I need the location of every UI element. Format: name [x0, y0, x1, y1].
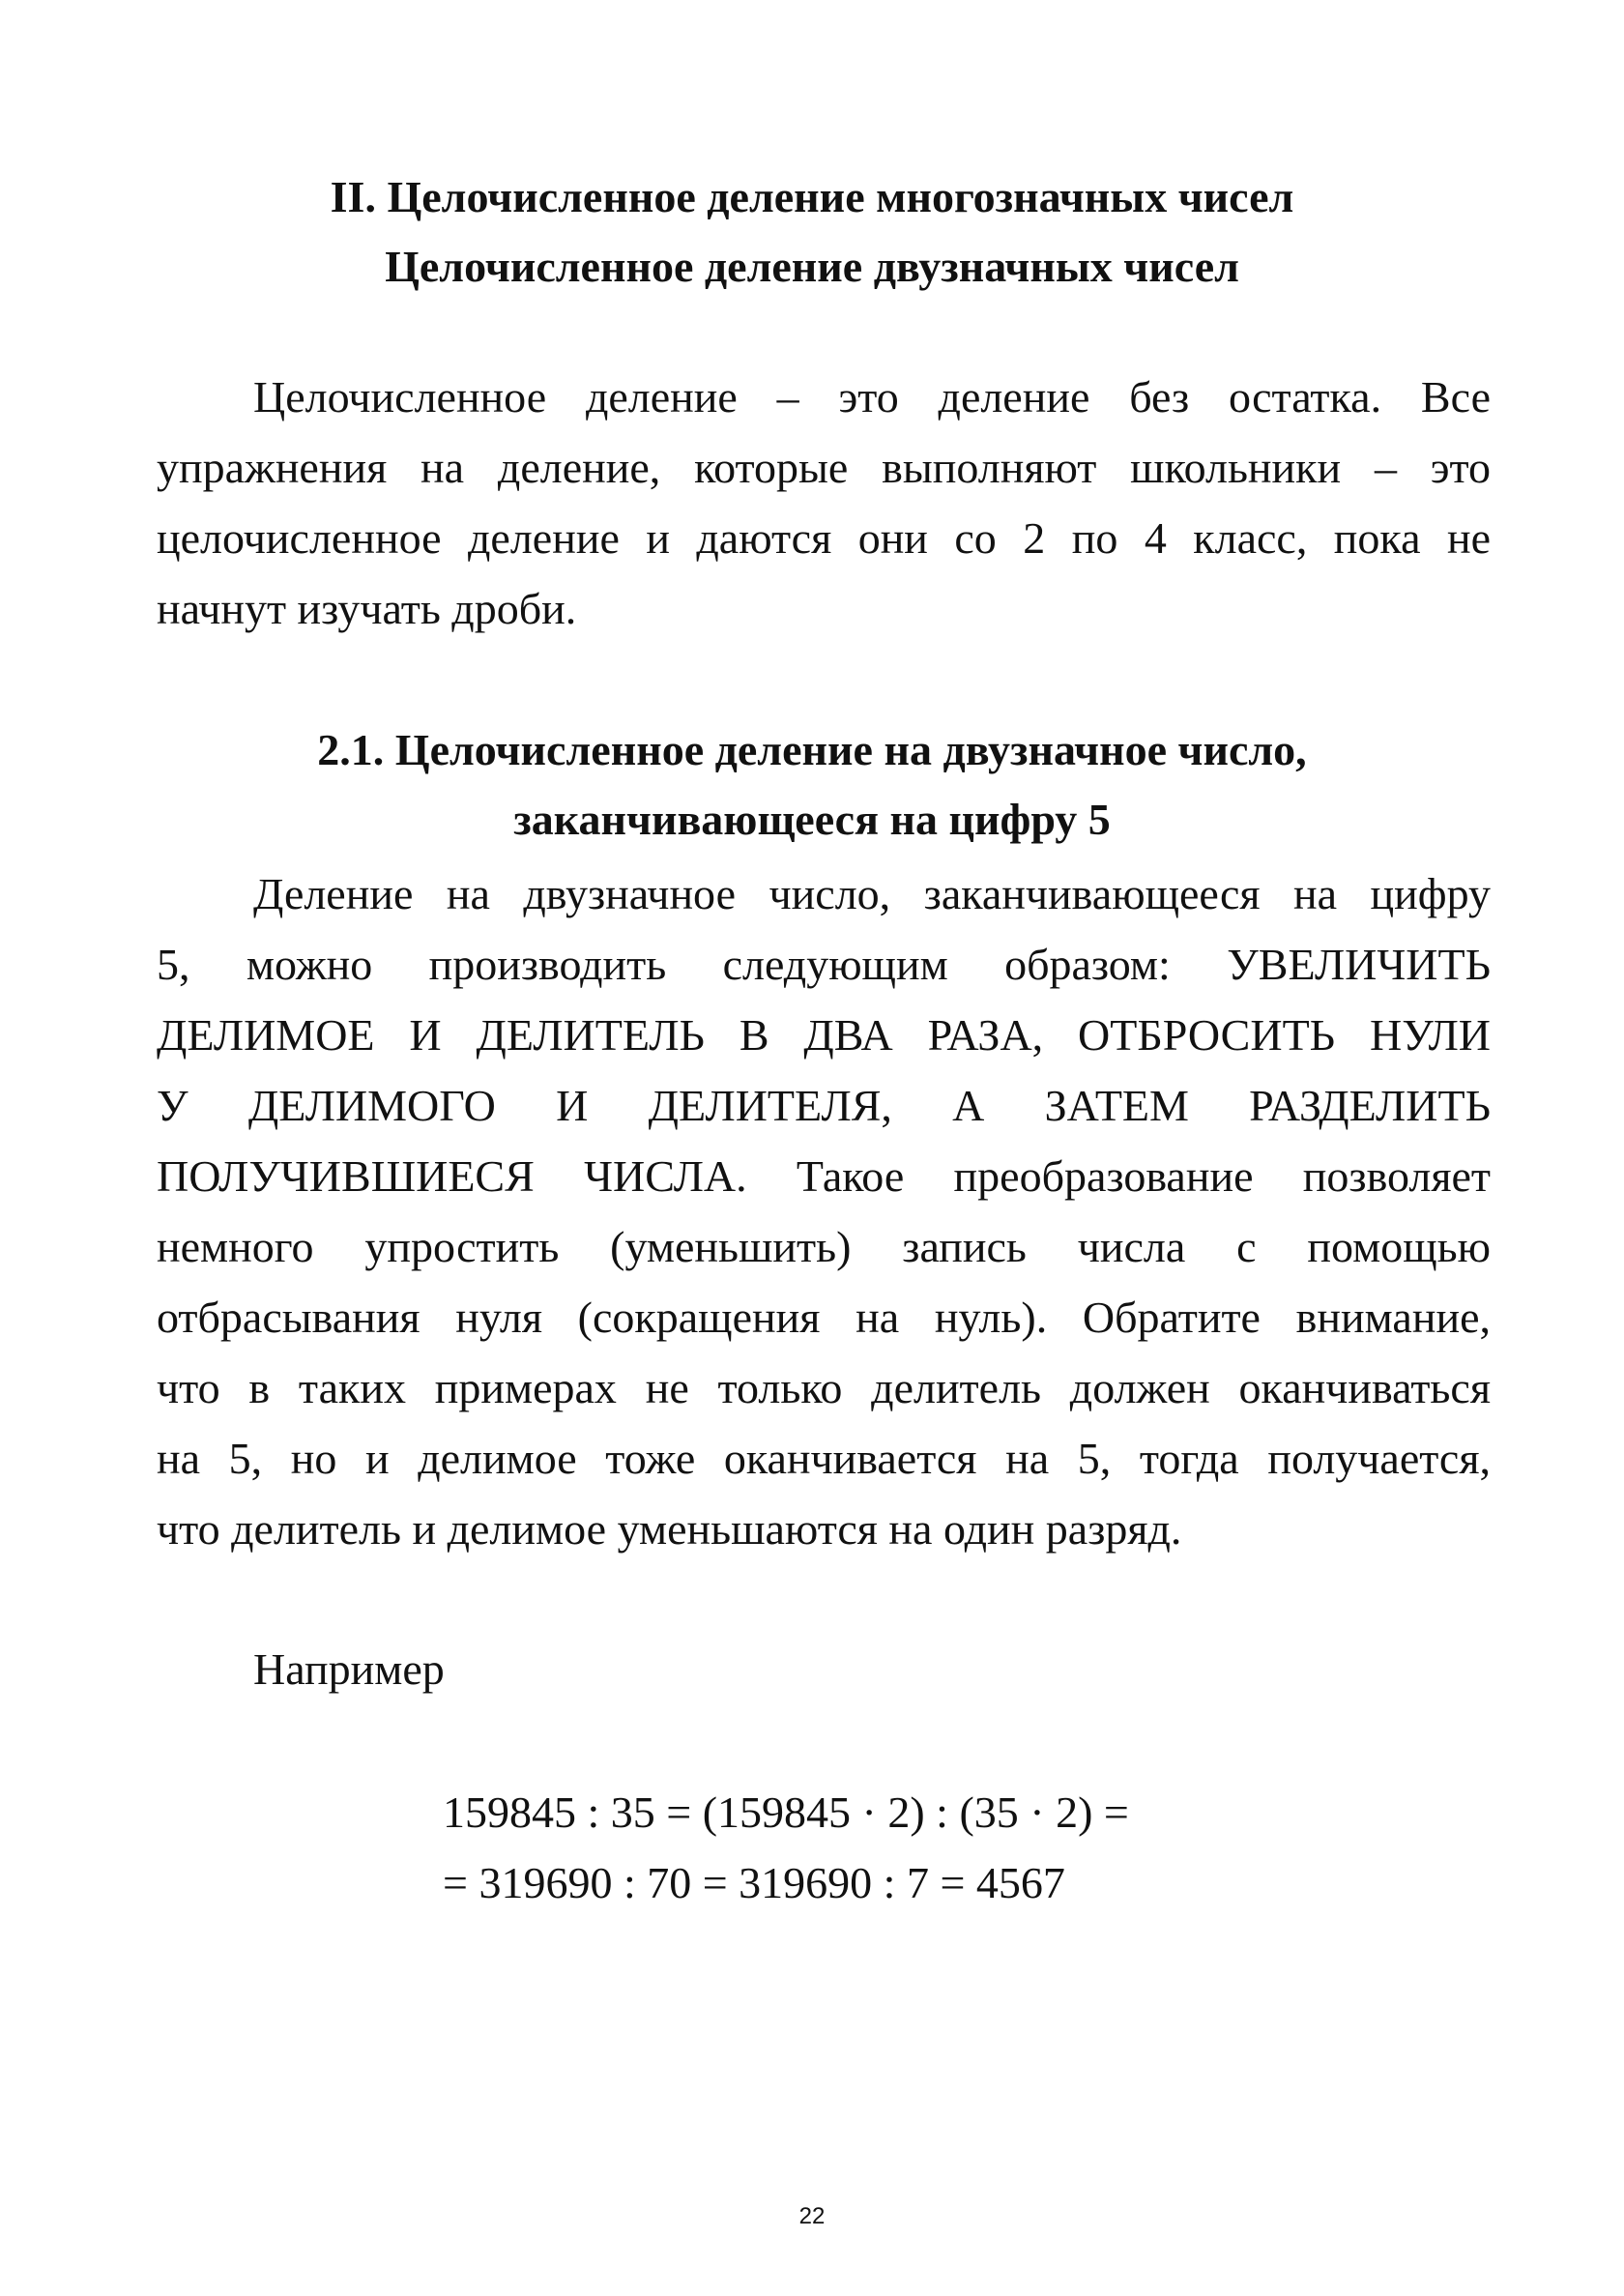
main-line: ДЕЛИМОЕ И ДЕЛИТЕЛЬ В ДВА РАЗА, ОТБРОСИТЬ НУЛИ	[157, 1010, 1491, 1060]
formula-line-1: 159845 : 35 = (159845 · 2) : (35 · 2) =	[443, 1787, 1129, 1837]
intro-paragraph	[157, 362, 1491, 644]
section-heading-line-2: Целочисленное деление двузначных чисел	[385, 242, 1239, 291]
example-formula	[443, 1777, 1129, 1918]
subsection-heading	[0, 715, 1624, 855]
main-line: ПОЛУЧИВШИЕСЯ ЧИСЛА. Такое преобразование позволяет	[157, 1151, 1491, 1201]
main-line: У ДЕЛИМОГО И ДЕЛИТЕЛЯ, А ЗАТЕМ РАЗДЕЛИТЬ	[157, 1081, 1491, 1130]
main-line: 5, можно производить следующим образом: УВЕЛИЧИТЬ	[157, 940, 1491, 989]
section-heading	[0, 162, 1624, 302]
intro-line: целочисленное деление и даются они со 2 по 4 класс, пока не	[157, 513, 1491, 563]
intro-line: начнут изучать дроби.	[157, 584, 577, 633]
formula-line-2: = 319690 : 70 = 319690 : 7 = 4567	[443, 1858, 1065, 1907]
subsection-heading-line-2: заканчивающееся на цифру 5	[513, 795, 1111, 844]
intro-line: упражнения на деление, которые выполняют школьники – это	[157, 443, 1491, 492]
intro-line: Целочисленное деление – это деление без остатка. Все	[253, 372, 1491, 421]
main-paragraph	[157, 858, 1491, 1564]
main-line: что делитель и делимое уменьшаются на один разряд.	[157, 1504, 1182, 1554]
example-label-block	[157, 1634, 1491, 1704]
main-line: что в таких примерах не только делитель должен оканчиваться	[157, 1363, 1491, 1412]
main-line: Деление на двузначное число, заканчивающееся на цифру	[253, 869, 1491, 918]
page-number: 22	[798, 2203, 826, 2229]
main-line: немного упростить (уменьшить) запись числа с помощью	[157, 1222, 1491, 1271]
section-heading-line-1: II. Целочисленное деление многозначных чисел	[330, 172, 1294, 221]
subsection-heading-line-1: 2.1. Целочисленное деление на двузначное число,	[317, 725, 1307, 774]
main-line: отбрасывания нуля (сокращения на нуль). Обратите внимание,	[157, 1293, 1491, 1342]
main-line: на 5, но и делимое тоже оканчивается на 5, тогда получается,	[157, 1434, 1491, 1483]
example-label: Например	[253, 1644, 445, 1694]
